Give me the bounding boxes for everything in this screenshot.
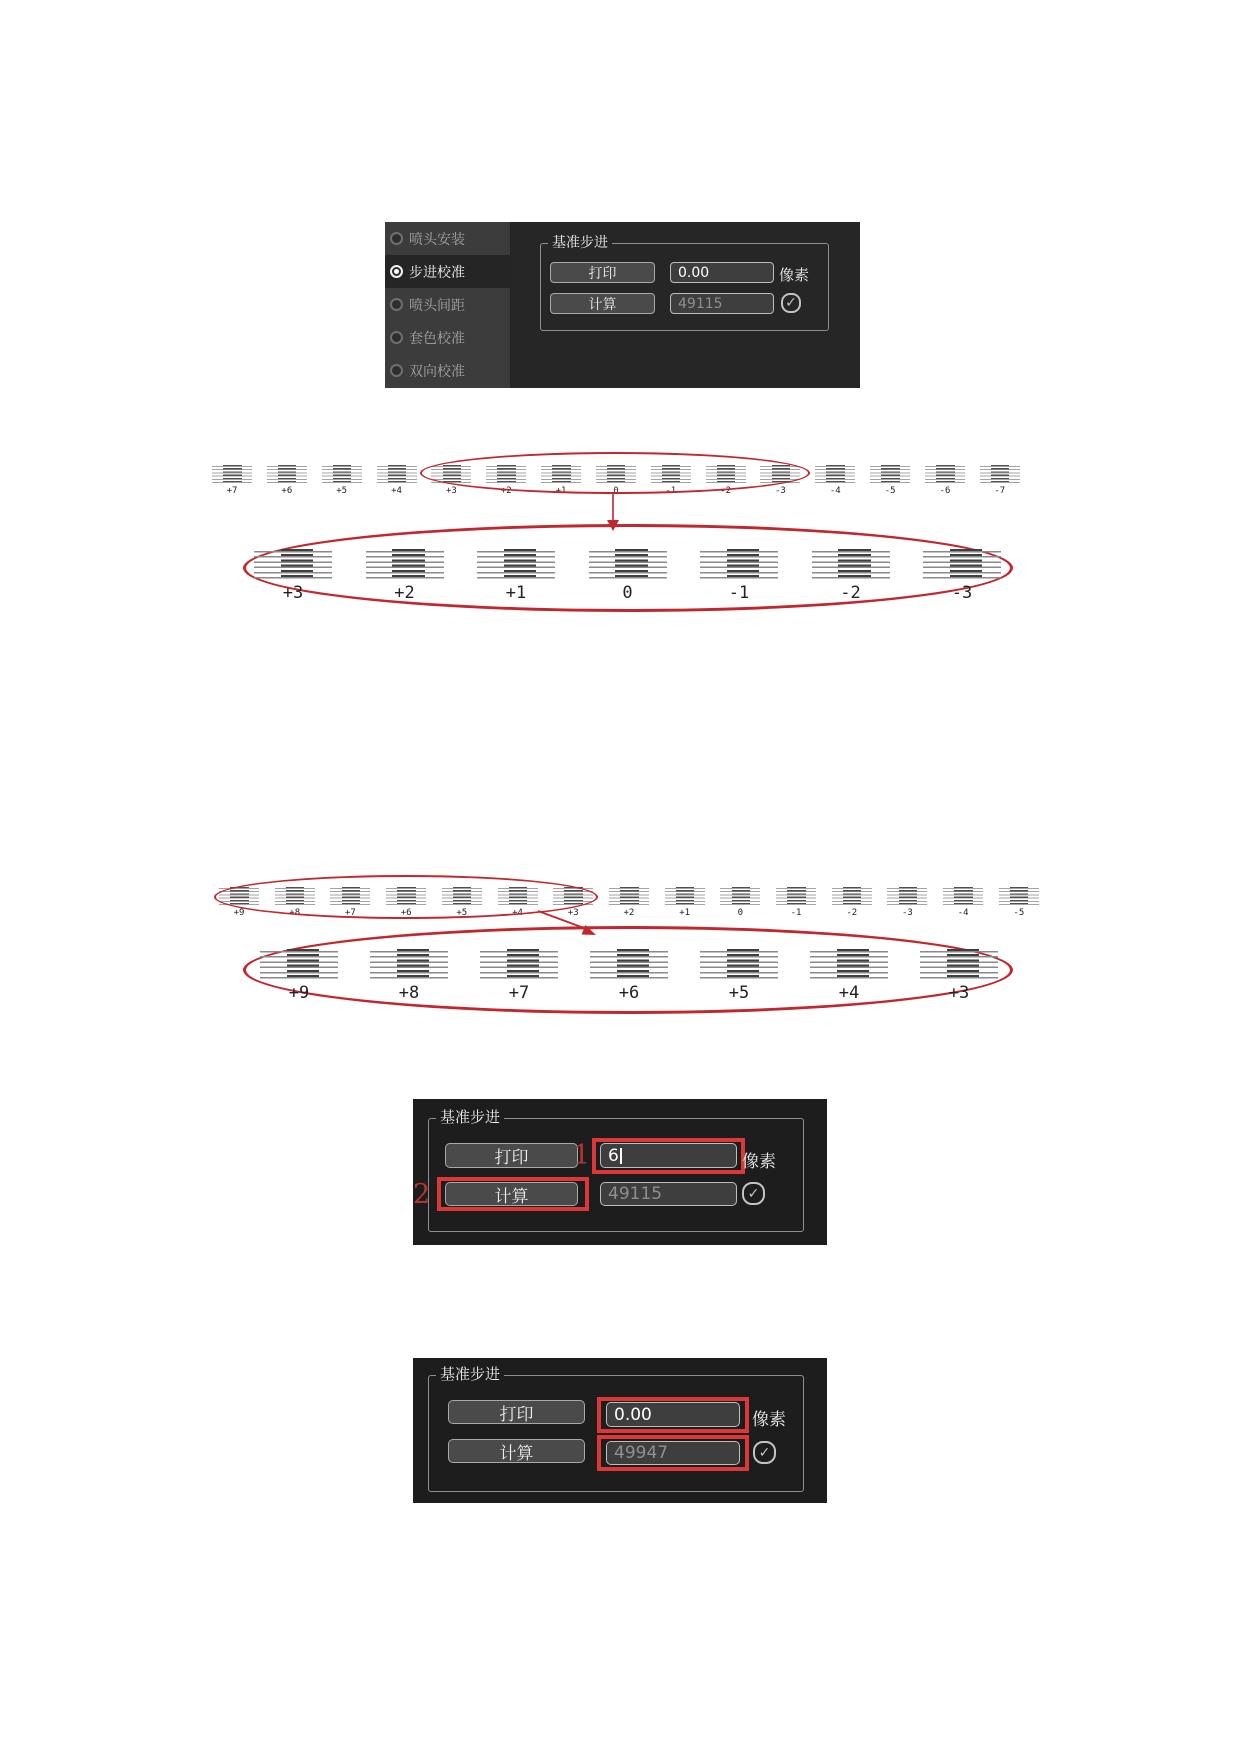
pattern-label: +7 <box>508 983 530 1003</box>
pixel-unit-label: 像素 <box>752 1410 786 1430</box>
sidebar-item-head-spacing[interactable] <box>385 288 510 321</box>
check-icon[interactable]: ✓ <box>742 1182 765 1205</box>
sidebar-item-color-registration[interactable] <box>385 321 510 354</box>
text-caret <box>620 1148 622 1164</box>
calibration-pattern <box>776 888 816 918</box>
pattern-stripes <box>720 888 760 905</box>
radio-icon <box>390 298 403 311</box>
pattern-label: -3 <box>951 583 973 603</box>
step-value-field[interactable]: 49947 <box>606 1441 740 1465</box>
calibration-pattern <box>815 466 855 496</box>
pattern-label: -1 <box>665 486 677 496</box>
calibration-pattern <box>366 551 444 603</box>
pattern-stripes <box>870 466 910 483</box>
pattern-label: +7 <box>226 486 238 496</box>
annotation-number-1: 1 <box>573 1140 591 1171</box>
groupbox-title: 基准步进 <box>548 235 612 251</box>
pattern-label: 0 <box>622 583 633 603</box>
pixel-input-field[interactable] <box>600 1143 737 1168</box>
pattern-label: +2 <box>394 583 415 603</box>
check-icon[interactable]: ✓ <box>753 1441 776 1464</box>
pattern-stripes <box>776 888 816 905</box>
pattern-zoom-row-1 <box>254 551 1001 603</box>
pattern-stripes <box>887 888 927 905</box>
calibration-pattern <box>832 888 872 918</box>
pattern-label: -1 <box>790 908 802 918</box>
base-step-groupbox <box>540 235 829 331</box>
pattern-label: +3 <box>948 983 970 1003</box>
pattern-label: +8 <box>289 908 301 918</box>
pattern-label: +6 <box>400 908 412 918</box>
pattern-stripes <box>815 466 855 483</box>
calibration-pattern <box>267 466 307 496</box>
annotation-number-2: 2 <box>413 1179 431 1210</box>
calibration-pattern <box>812 551 890 603</box>
pattern-label: +5 <box>456 908 468 918</box>
pattern-stripes <box>260 951 338 980</box>
pattern-label: +4 <box>391 486 402 496</box>
pattern-stripes <box>920 951 998 980</box>
pattern-stripes <box>943 888 983 905</box>
pattern-label: +4 <box>512 908 523 918</box>
pattern-stripes <box>925 466 965 483</box>
calibration-pattern <box>260 951 338 1003</box>
pattern-label: -2 <box>840 583 861 603</box>
calibration-pattern <box>480 951 558 1003</box>
calibration-pattern <box>920 951 998 1003</box>
calculate-button[interactable]: 计算 <box>448 1439 585 1463</box>
pattern-label: +8 <box>398 983 420 1003</box>
calibration-pattern <box>870 466 910 496</box>
pattern-stripes <box>700 951 778 980</box>
sidebar-item-label: 喷头间距 <box>409 297 465 314</box>
base-step-result-panel <box>413 1358 827 1503</box>
pattern-label: +4 <box>838 983 860 1003</box>
calibration-pattern <box>700 551 778 603</box>
calibration-pattern <box>720 888 760 918</box>
calibration-pattern <box>887 888 927 918</box>
base-step-groupbox <box>428 1365 804 1492</box>
pattern-label: +5 <box>336 486 348 496</box>
sidebar-item-label: 双向校准 <box>409 363 465 380</box>
pattern-label: +9 <box>233 908 245 918</box>
pattern-label: +3 <box>282 583 304 603</box>
pattern-stripes <box>589 551 667 580</box>
pattern-stripes <box>832 888 872 905</box>
calibration-pattern <box>999 888 1039 918</box>
calibration-sidebar <box>385 222 510 388</box>
sidebar-item-head-install[interactable] <box>385 222 510 255</box>
calculate-button[interactable]: 计算 <box>445 1182 578 1206</box>
sidebar-item-bidirectional[interactable] <box>385 354 510 387</box>
calibration-pattern <box>923 551 1001 603</box>
pixel-value-field[interactable]: 0.00 <box>670 262 774 283</box>
radio-selected-icon <box>390 265 403 278</box>
step-value-field[interactable]: 49115 <box>600 1182 737 1206</box>
pattern-label: 0 <box>613 486 619 496</box>
pattern-label: +7 <box>344 908 356 918</box>
base-step-input-panel <box>413 1099 827 1245</box>
pattern-stripes <box>477 551 555 580</box>
pattern-label: -2 <box>720 486 732 496</box>
print-button[interactable]: 打印 <box>445 1143 578 1168</box>
pattern-label: -4 <box>957 908 969 918</box>
pattern-label: -3 <box>775 486 786 496</box>
calibration-pattern <box>700 951 778 1003</box>
calibration-pattern <box>322 466 362 496</box>
pattern-label: -6 <box>939 486 951 496</box>
pattern-label: +2 <box>500 486 512 496</box>
pattern-stripes <box>377 466 417 483</box>
pattern-stripes <box>366 551 444 580</box>
calibration-pattern <box>377 466 417 496</box>
check-icon[interactable]: ✓ <box>781 293 801 313</box>
calibration-pattern <box>925 466 965 496</box>
print-button[interactable]: 打印 <box>448 1400 585 1424</box>
selection-ellipse-1 <box>420 452 810 494</box>
pattern-zoom-row-2 <box>260 951 998 1003</box>
pattern-label: 0 <box>737 908 744 918</box>
pattern-stripes <box>665 888 705 905</box>
pattern-stripes <box>480 951 558 980</box>
pixel-unit-label: 像素 <box>742 1152 776 1172</box>
radio-icon <box>390 364 403 377</box>
calibration-pattern <box>254 551 332 603</box>
pattern-stripes <box>254 551 332 580</box>
pattern-label: +9 <box>288 983 310 1003</box>
pattern-stripes <box>322 466 362 483</box>
pattern-label: +6 <box>281 486 293 496</box>
calibration-pattern <box>810 951 888 1003</box>
sidebar-item-label: 喷头安装 <box>409 231 465 248</box>
pattern-stripes <box>590 951 668 980</box>
calibration-pattern <box>590 951 668 1003</box>
groupbox-title: 基准步进 <box>436 1366 504 1382</box>
pixel-value-field[interactable]: 0.00 <box>606 1402 740 1427</box>
pattern-label: -5 <box>1013 908 1025 918</box>
calculate-button[interactable]: 计算 <box>550 293 655 314</box>
pattern-label: -2 <box>846 908 858 918</box>
sidebar-item-step-calibration[interactable] <box>385 255 510 288</box>
calibration-pattern <box>609 888 649 918</box>
pattern-stripes <box>370 951 448 980</box>
pattern-stripes <box>810 951 888 980</box>
calibration-pattern <box>665 888 705 918</box>
sidebar-item-label: 步进校准 <box>409 264 465 281</box>
calibration-pattern <box>943 888 983 918</box>
sidebar-item-label: 套色校准 <box>409 330 465 347</box>
step-value-field[interactable]: 49115 <box>670 293 774 314</box>
pattern-label: +1 <box>679 908 691 918</box>
pattern-label: +3 <box>567 908 579 918</box>
calibration-pattern <box>980 466 1020 496</box>
pattern-stripes <box>700 551 778 580</box>
radio-icon <box>390 331 403 344</box>
pattern-label: -4 <box>829 486 841 496</box>
groupbox-title: 基准步进 <box>436 1109 504 1125</box>
pattern-stripes <box>980 466 1020 483</box>
pattern-label: +2 <box>623 908 635 918</box>
base-step-groupbox <box>428 1108 804 1232</box>
pattern-stripes <box>212 466 252 483</box>
radio-icon <box>390 232 403 245</box>
pattern-label: -3 <box>902 908 913 918</box>
calibration-settings-panel <box>385 222 860 388</box>
pattern-label: +3 <box>445 486 457 496</box>
pattern-stripes <box>999 888 1039 905</box>
pattern-label: -1 <box>728 583 750 603</box>
calibration-pattern <box>589 551 667 603</box>
pattern-label: +1 <box>505 583 527 603</box>
pattern-label: -5 <box>884 486 896 496</box>
pattern-label: +5 <box>728 983 750 1003</box>
pattern-label: +6 <box>618 983 640 1003</box>
pattern-stripes <box>609 888 649 905</box>
pixel-input-value: 6 <box>608 1145 619 1166</box>
pattern-stripes <box>923 551 1001 580</box>
calibration-pattern <box>370 951 448 1003</box>
calibration-pattern <box>477 551 555 603</box>
pattern-label: -7 <box>994 486 1006 496</box>
pixel-unit-label: 像素 <box>779 266 810 284</box>
calibration-pattern <box>212 466 252 496</box>
pattern-label: +1 <box>555 486 567 496</box>
pattern-stripes <box>812 551 890 580</box>
pattern-stripes <box>267 466 307 483</box>
print-button[interactable]: 打印 <box>550 262 655 283</box>
